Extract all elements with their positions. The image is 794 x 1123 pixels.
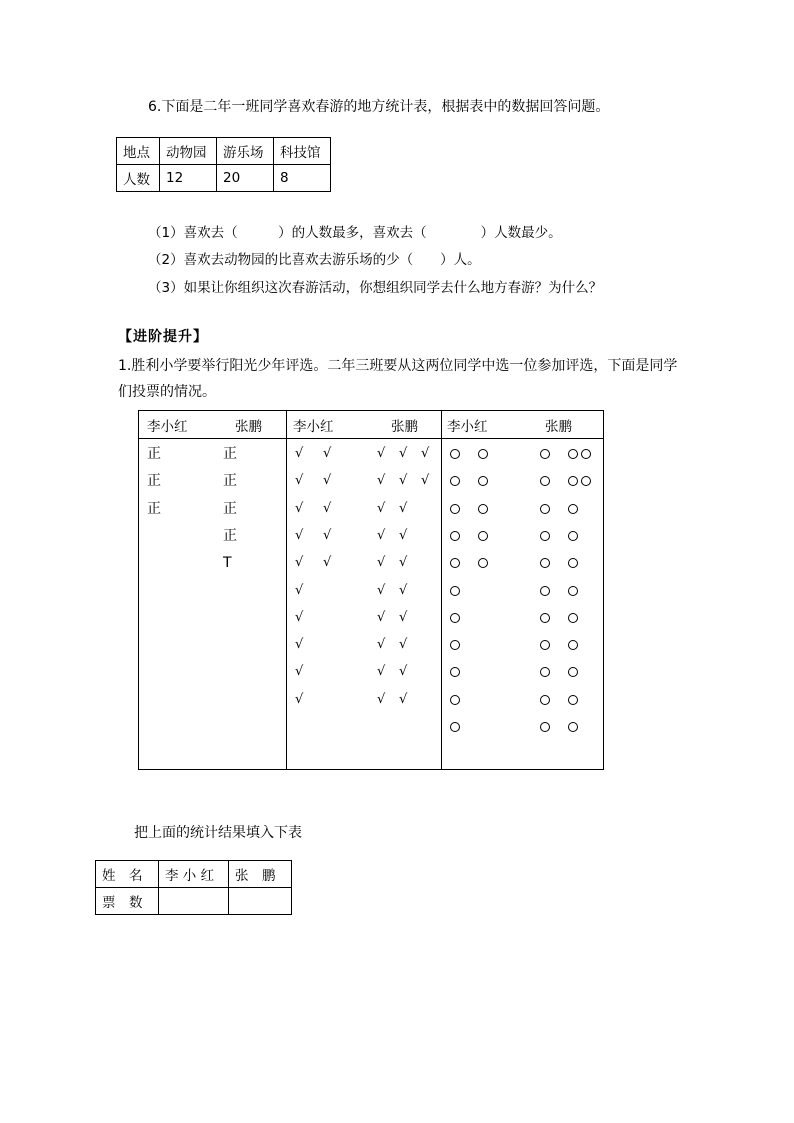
circle-mark-zhang <box>568 449 578 459</box>
tally-mark-zhang: 正 <box>223 500 237 517</box>
circle-mark-li <box>450 531 460 541</box>
name-zhang: 张 鹏 <box>229 861 292 888</box>
check-mark-li: √ <box>295 637 304 653</box>
tally-mark-zhang: 正 <box>223 473 237 490</box>
check-mark-zhang: √ <box>377 609 386 625</box>
check-mark-li: √ <box>323 500 332 516</box>
circle-mark-li <box>450 558 460 568</box>
check-mark-zhang: √ <box>377 582 386 598</box>
check-mark-li: √ <box>295 609 304 625</box>
circle-mark-zhang <box>540 586 550 596</box>
vote-header-li-tally: 李小红 <box>147 419 188 435</box>
check-mark-li: √ <box>295 473 304 489</box>
problem-text-line2: 们投票的情况。 <box>118 384 216 400</box>
check-mark-li: √ <box>295 555 304 571</box>
circle-mark-li <box>450 667 460 677</box>
count-cell: 20 <box>217 165 274 192</box>
check-mark-zhang: √ <box>399 664 408 680</box>
question-6-part-1: （1）喜欢去（ ）的人数最多，喜欢去（ ）人数最少。 <box>148 225 562 241</box>
circle-mark-zhang <box>540 695 550 705</box>
circle-mark-zhang <box>568 476 578 486</box>
count-cell: 12 <box>160 165 217 192</box>
name-li: 李 小 红 <box>159 861 229 888</box>
check-mark-zhang: √ <box>399 500 408 516</box>
check-mark-li: √ <box>295 500 304 516</box>
vote-record-table <box>138 410 604 770</box>
check-mark-zhang: √ <box>421 446 430 461</box>
column-divider <box>286 411 287 769</box>
circle-mark-zhang <box>568 695 578 705</box>
question-6-part-2: （2）喜欢去动物园的比喜欢去游乐场的少（ ）人。 <box>148 252 481 268</box>
check-mark-li: √ <box>295 691 304 707</box>
count-cell: 8 <box>274 165 331 192</box>
table-row <box>117 165 331 192</box>
tally-mark-li: 正 <box>147 446 161 462</box>
circle-mark-zhang <box>540 449 550 459</box>
vote-header-zhang-tally: 张鹏 <box>235 419 262 435</box>
check-mark-li: √ <box>323 555 332 571</box>
votes-li-input[interactable] <box>159 888 229 915</box>
tally-mark-zhang: 正 <box>223 527 237 544</box>
circle-mark-zhang <box>568 667 578 677</box>
table-row <box>96 861 292 888</box>
check-mark-li: √ <box>323 446 332 461</box>
check-mark-zhang: √ <box>399 473 408 489</box>
circle-mark-li <box>450 640 460 650</box>
table-row <box>96 888 292 915</box>
circle-mark-zhang <box>540 558 550 568</box>
circle-mark-zhang <box>568 586 578 596</box>
circle-mark-li <box>450 504 460 514</box>
circle-mark-zhang <box>568 722 578 732</box>
circle-mark-li <box>450 476 460 486</box>
problem-text-line1: 1.胜利小学要举行阳光少年评选。二年三班要从这两位同学中选一位参加评选，下面是同学 <box>118 358 678 374</box>
check-mark-zhang: √ <box>377 446 386 461</box>
circle-mark-zhang <box>568 531 578 541</box>
circle-mark-zhang <box>540 722 550 732</box>
question-6-part-3: （3）如果让你组织这次春游活动，你想组织同学去什么地方春游？为什么？ <box>148 280 603 296</box>
circle-mark-li <box>478 476 488 486</box>
circle-mark-zhang <box>540 531 550 541</box>
header-cell: 动物园 <box>160 138 217 165</box>
check-mark-li: √ <box>295 582 304 598</box>
circle-mark-zhang <box>568 504 578 514</box>
tally-mark-zhang: 正 <box>223 446 237 462</box>
header-divider <box>139 438 603 439</box>
check-mark-li: √ <box>295 527 304 543</box>
check-mark-zhang: √ <box>421 473 430 489</box>
tally-mark-li: 正 <box>147 473 161 490</box>
header-cell: 科技馆 <box>274 138 331 165</box>
circle-mark-li <box>478 558 488 568</box>
tally-mark-zhang: T <box>223 555 232 572</box>
circle-mark-zhang <box>568 558 578 568</box>
check-mark-zhang: √ <box>377 473 386 489</box>
result-table <box>95 860 292 915</box>
circle-mark-li <box>478 449 488 459</box>
circle-mark-zhang <box>540 504 550 514</box>
circle-mark-zhang <box>581 449 591 459</box>
circle-mark-li <box>450 613 460 623</box>
tally-mark-li: 正 <box>147 500 161 517</box>
question-6-title: 6.下面是二年一班同学喜欢春游的地方统计表，根据表中的数据回答问题。 <box>148 99 610 115</box>
vote-header-zhang-check: 张鹏 <box>391 419 418 435</box>
circle-mark-zhang <box>568 640 578 650</box>
check-mark-zhang: √ <box>399 555 408 571</box>
check-mark-li: √ <box>323 473 332 489</box>
circle-mark-li <box>450 586 460 596</box>
check-mark-li: √ <box>323 527 332 543</box>
fill-instruction: 把上面的统计结果填入下表 <box>134 825 302 841</box>
column-divider <box>441 411 442 769</box>
circle-mark-li <box>450 449 460 459</box>
vote-header-li-circle: 李小红 <box>447 419 488 435</box>
votes-label: 票 数 <box>96 888 159 915</box>
check-mark-zhang: √ <box>399 609 408 625</box>
check-mark-zhang: √ <box>377 691 386 707</box>
check-mark-zhang: √ <box>399 691 408 707</box>
circle-mark-zhang <box>540 667 550 677</box>
check-mark-zhang: √ <box>377 527 386 543</box>
header-cell: 地点 <box>117 138 160 165</box>
check-mark-zhang: √ <box>399 637 408 653</box>
table-row <box>117 138 331 165</box>
vote-header-li-check: 李小红 <box>293 419 334 435</box>
circle-mark-li <box>478 504 488 514</box>
check-mark-zhang: √ <box>377 664 386 680</box>
check-mark-zhang: √ <box>377 555 386 571</box>
name-label: 姓 名 <box>96 861 159 888</box>
votes-zhang-input[interactable] <box>229 888 292 915</box>
row-label: 人数 <box>117 165 160 192</box>
check-mark-zhang: √ <box>377 637 386 653</box>
check-mark-li: √ <box>295 446 304 461</box>
circle-mark-li <box>450 695 460 705</box>
circle-mark-zhang <box>540 476 550 486</box>
vote-header-zhang-circle: 张鹏 <box>545 419 572 435</box>
check-mark-li: √ <box>295 664 304 680</box>
header-cell: 游乐场 <box>217 138 274 165</box>
check-mark-zhang: √ <box>399 582 408 598</box>
spring-outing-table <box>116 137 331 192</box>
check-mark-zhang: √ <box>399 446 408 461</box>
circle-mark-li <box>478 531 488 541</box>
check-mark-zhang: √ <box>399 527 408 543</box>
circle-mark-li <box>450 722 460 732</box>
circle-mark-zhang <box>540 613 550 623</box>
circle-mark-zhang <box>581 476 591 486</box>
circle-mark-zhang <box>568 613 578 623</box>
section-heading: 【进阶提升】 <box>118 329 208 345</box>
check-mark-zhang: √ <box>377 500 386 516</box>
circle-mark-zhang <box>540 640 550 650</box>
